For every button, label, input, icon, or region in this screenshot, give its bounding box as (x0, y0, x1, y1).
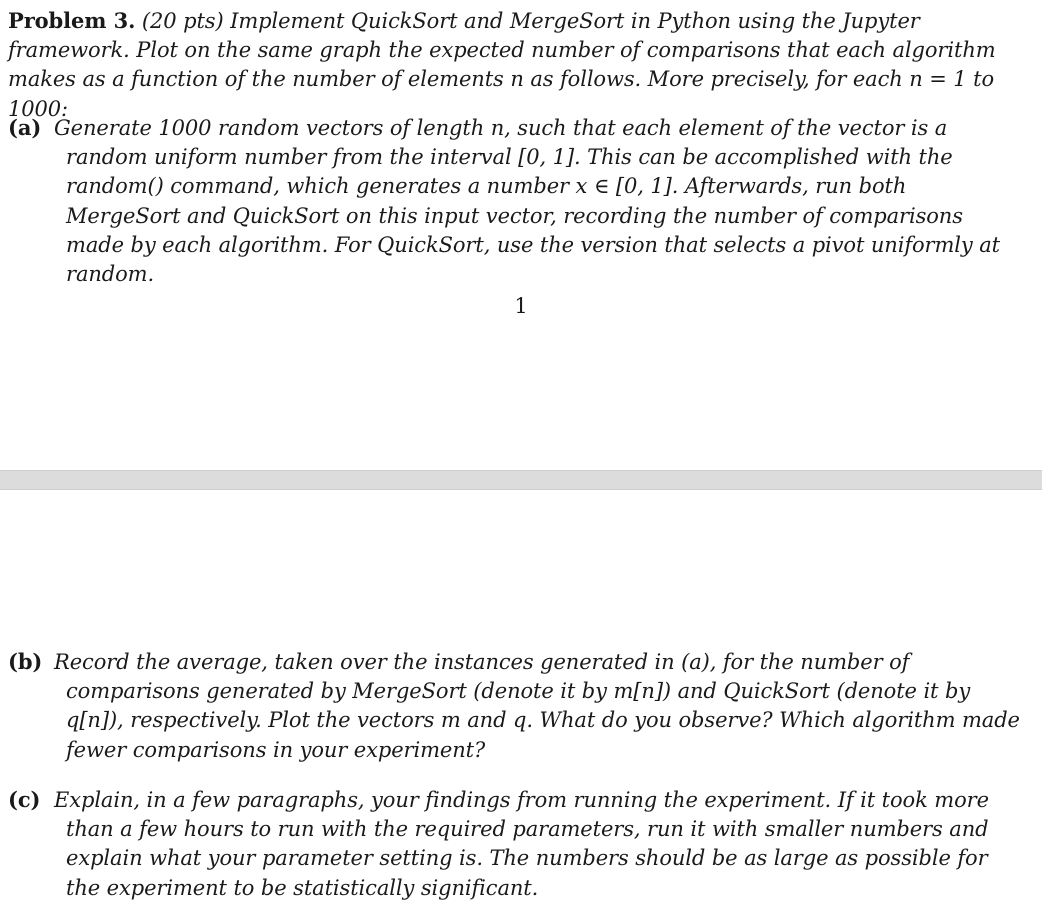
part-a (8, 113, 1020, 289)
part-c-text: Explain, in a few paragraphs, your findings from running the experiment. If it took more than a few hours to run with the required parameters, run it with smaller numbers and explain what your parameter setting is. The numbers should be as large as possible for the experiment to be statistically significant. (54, 788, 989, 900)
page-number: 1 (514, 294, 528, 318)
part-c-label: (c) (8, 787, 41, 812)
part-c (8, 785, 1020, 903)
problem-statement (8, 6, 1026, 124)
problem-heading: Problem 3. (8, 8, 136, 33)
document-page-2 (0, 490, 1042, 904)
part-b-text: Record the average, taken over the instances generated in (a), for the number of comparisons generated by MergeSort (denote it by m[n]) and QuickSort (denote it by q[n]), respectively. Plot the vectors m and q. What do you observe? Which algorithm made fewer comparisons in your experiment? (54, 650, 1020, 762)
part-b (8, 647, 1020, 765)
problem-statement-text: Implement QuickSort and MergeSort in Python using the Jupyter framework. Plot on the same graph the expected number of comparisons that each algorithm makes as a function of the number of elements n as follows. More precisely, for each n = 1 to 1000: (8, 9, 996, 121)
problem-points: (20 pts) (141, 9, 224, 33)
page-separator (0, 470, 1042, 490)
part-a-label: (a) (8, 115, 42, 140)
part-b-label: (b) (8, 649, 43, 674)
part-a-text: Generate 1000 random vectors of length n, such that each element of the vector is a random uniform number from the interval [0, 1]. This can be accomplished with the random() command, which generates a number x ∈ [0, 1]. Afterwards, run both MergeSort and QuickSort on this input vector, recording the number of comparisons made by each algorithm. For QuickSort, use the version that selects a pivot uniformly at random. (54, 116, 1001, 287)
